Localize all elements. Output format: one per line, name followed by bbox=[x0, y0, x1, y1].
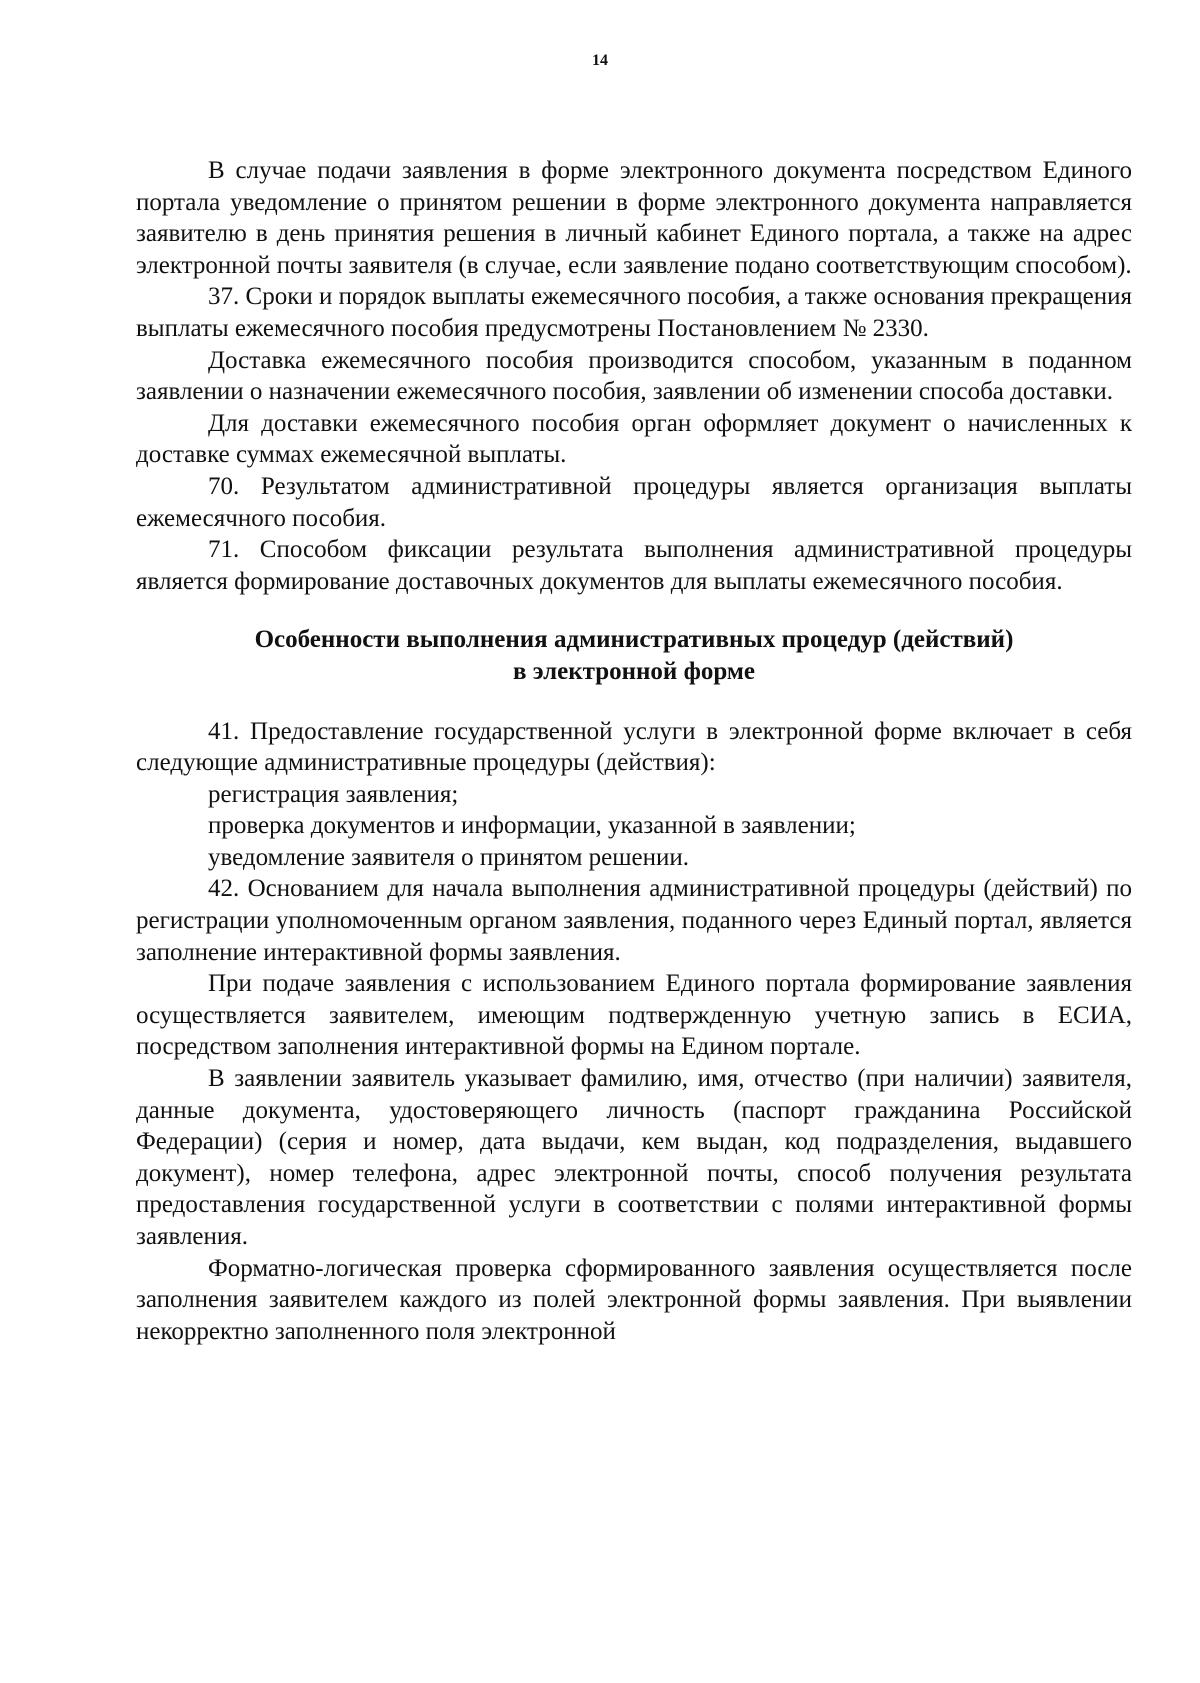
paragraph-electronic-notification: В случае подачи заявления в форме электронного документа посредством Единого портала уведомление о принятом решении в форме электронного документа направляется заявителю в день принятия решения в личный кабинет Единого портала, а также на адрес электронной почты заявителя (в случае, если заявление подано соответствующим способом). bbox=[136, 157, 1132, 279]
paragraph-delivery-method: Доставка ежемесячного пособия производится способом, указанным в поданном заявлении о назначении ежемесячного пособия, заявлении об изменении способа доставки. bbox=[136, 346, 1132, 406]
paragraph-71: 71. Способом фиксации результата выполнения административной процедуры является формирование доставочных документов для выплаты ежемесячного пособия. bbox=[136, 536, 1132, 595]
paragraph-41: 41. Предоставление государственной услуги в электронной форме включает в себя следующие административные процедуры (действия): bbox=[136, 717, 1132, 777]
paragraph-42: 42. Основанием для начала выполнения административной процедуры (действий) по регистрации уполномоченным органом заявления, поданного через Единый портал, является заполнение интерактивной формы заявления. bbox=[136, 875, 1132, 966]
list-item: уведомление заявителя о принятом решении. bbox=[208, 843, 689, 871]
paragraph-portal-submission: При подаче заявления с использованием Единого портала формирование заявления осуществляется заявителем, имеющим подтвержденную учетную запись в ЕСИА, посредством заполнения интерактивной формы на Едином портале. bbox=[136, 970, 1132, 1061]
list-item: регистрация заявления; bbox=[208, 780, 459, 808]
section-heading bbox=[136, 624, 1132, 687]
document-body bbox=[136, 155, 1132, 1347]
paragraph-format-logic-check: Форматно-логическая проверка сформированного заявления осуществляется после заполнения заявителем каждого из полей электронной формы заявления. При выявлении некорректно заполненного поля электронной bbox=[136, 1254, 1132, 1345]
paragraph-70: 70. Результатом административной процедуры является организация выплаты ежемесячного пособия. bbox=[136, 472, 1132, 532]
list-item: проверка документов и информации, указанной в заявлении; bbox=[208, 812, 856, 840]
paragraph-delivery-document: Для доставки ежемесячного пособия орган оформляет документ о начисленных к доставке суммах ежемесячной выплаты. bbox=[136, 409, 1132, 469]
section-heading-line-2: в электронной форме bbox=[512, 657, 756, 685]
paragraph-37: 37. Сроки и порядок выплаты ежемесячного пособия, а также основания прекращения выплаты ежемесячного пособия предусмотрены Постановлением № 2330. bbox=[136, 283, 1132, 342]
paragraph-application-fields: В заявлении заявитель указывает фамилию, имя, отчество (при наличии) заявителя, данные документа, удостоверяющего личность (паспорт гражданина Российской Федерации) (серия и номер, дата выдачи, кем выдан, код подразделения, выдавшего документ), номер телефона, адрес электронной почты, способ получения результата предоставления государственной услуги в соответствии с полями интерактивной формы заявления. bbox=[136, 1065, 1132, 1250]
section-heading-line-1: Особенности выполнения административных процедур (действий) bbox=[254, 626, 1014, 654]
page-number: 14 bbox=[592, 52, 608, 69]
